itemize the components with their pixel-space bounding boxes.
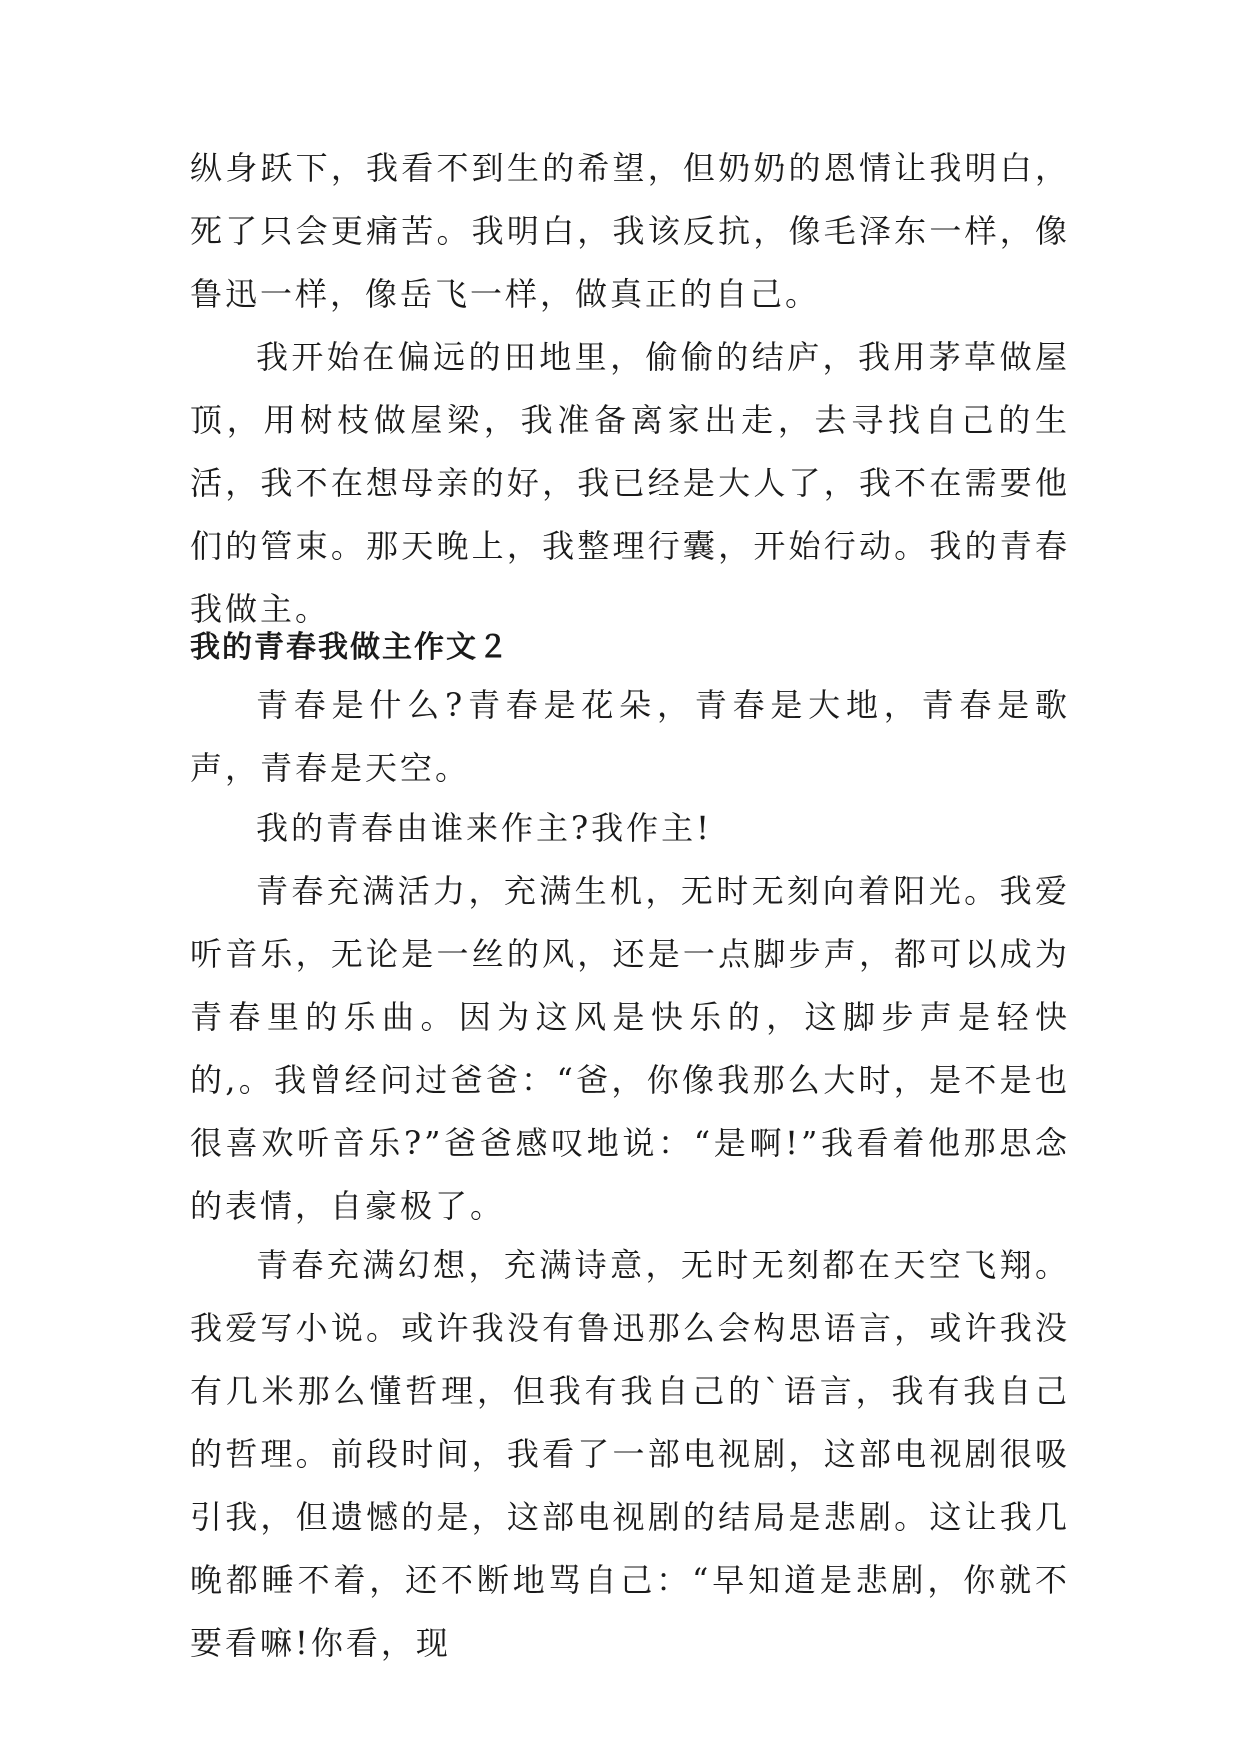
paragraph-3: 青春是什么?青春是花朵，青春是大地，青春是歌声，青春是天空。 xyxy=(190,686,1070,787)
paragraph-6: 青春充满幻想，充满诗意，无时无刻都在天空飞翔。我爱写小说。或许我没有鲁迅那么会构思语言，或许我没有几米那么懂哲理，但我有我自己的`语言，我有我自己的哲理。前段时间，我看了一部电视剧，这部电视剧很吸引我，但遗憾的是，这部电视剧的结局是悲剧。这让我几晚都睡不着，还不断地骂自己：“早知道是悲剧，你就不要看嘛!你看，现 xyxy=(190,1246,1070,1662)
paragraph-5: 青春充满活力，充满生机，无时无刻向着阳光。我爱听音乐，无论是一丝的风，还是一点脚步声，都可以成为青春里的乐曲。因为这风是快乐的，这脚步声是轻快的,。我曾经问过爸爸：“爸，你像我那么大时，是不是也很喜欢听音乐?”爸爸感叹地说：“是啊!”我看着他那思念的表情，自豪极了。 xyxy=(190,872,1070,1225)
section-heading: 我的青春我做主作文２ xyxy=(190,630,510,665)
paragraph-4: 我的青春由谁来作主?我作主! xyxy=(256,809,713,847)
paragraph-1: 纵身跃下，我看不到生的希望，但奶奶的恩情让我明白，死了只会更痛苦。我明白，我该反抗，像毛泽东一样，像鲁迅一样，像岳飞一样，做真正的自己。 xyxy=(190,149,1070,313)
paragraph-2: 我开始在偏远的田地里，偷偷的结庐，我用茅草做屋顶，用树枝做屋梁，我准备离家出走，去寻找自己的生活，我不在想母亲的好，我已经是大人了，我不在需要他们的管束。那天晚上，我整理行囊，开始行动。我的青春我做主。 xyxy=(190,338,1070,628)
